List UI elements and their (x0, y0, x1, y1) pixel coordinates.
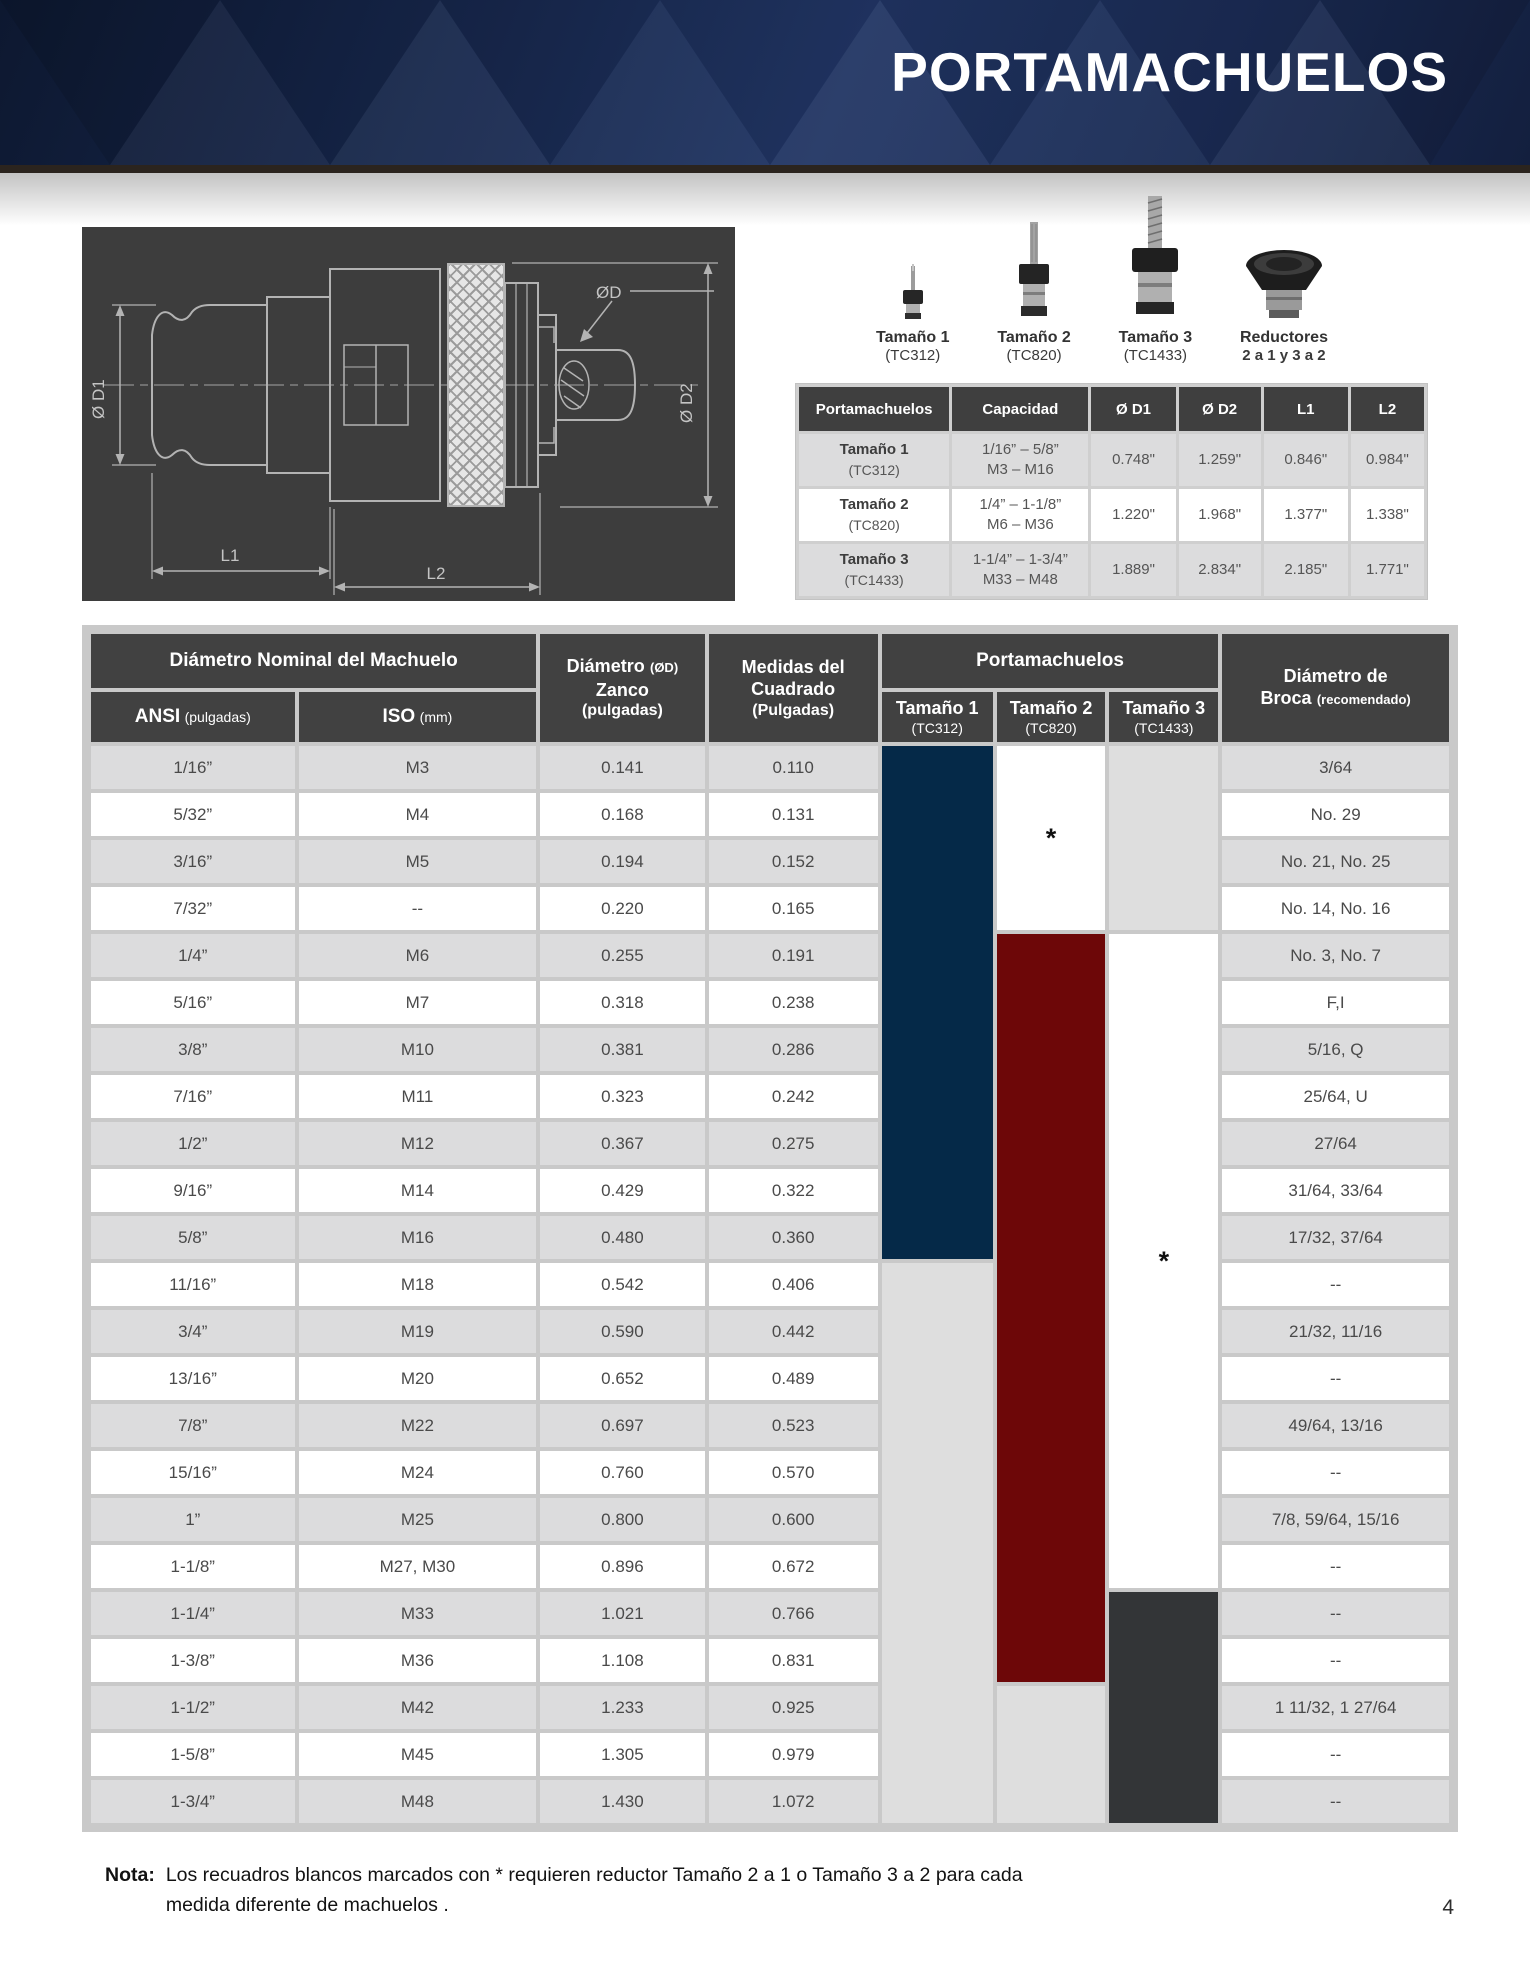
table-row (91, 1639, 1449, 1682)
table-row (91, 746, 1449, 789)
cell-zanco: 0.800 (540, 1498, 704, 1541)
cell-iso: M3 (299, 746, 537, 789)
cell-broca: 1 11/32, 1 27/64 (1222, 1686, 1449, 1729)
cell-iso: M11 (299, 1075, 537, 1118)
bar-tamano3-range (1109, 1592, 1218, 1823)
dim-label-l2: L2 (426, 564, 446, 583)
cell-ansi: 11/16” (91, 1263, 295, 1306)
spec-row-tamano1 (799, 434, 1424, 486)
cell-cuadrado: 0.925 (709, 1686, 878, 1729)
header-cuadrado: Medidas del Cuadrado (Pulgadas) (709, 634, 878, 742)
cell-zanco: 1.305 (540, 1733, 704, 1776)
cell-broca: -- (1222, 1451, 1449, 1494)
knurl-section (447, 263, 505, 507)
table-row (91, 1686, 1449, 1729)
tap-holder-drawing (82, 227, 735, 601)
cell-broca: -- (1222, 1263, 1449, 1306)
spec-cell-l2: 1.771" (1351, 544, 1424, 596)
cell-zanco: 0.141 (540, 746, 704, 789)
cell-iso: M6 (299, 934, 537, 977)
cell-iso: M12 (299, 1122, 537, 1165)
cell-iso: M42 (299, 1686, 537, 1729)
product-tamano2 (997, 222, 1071, 364)
bar-tamano2-range (997, 934, 1106, 1682)
spec-cell-name: Tamaño 3 (TC1433) (799, 544, 949, 596)
cell-iso: M33 (299, 1592, 537, 1635)
cell-broca: 3/64 (1222, 746, 1449, 789)
cell-cuadrado: 0.238 (709, 981, 878, 1024)
table-row (91, 1498, 1449, 1541)
table-row (91, 887, 1449, 930)
spec-cell-d2: 1.259" (1179, 434, 1261, 486)
cell-iso: M16 (299, 1216, 537, 1259)
cell-zanco: 0.168 (540, 793, 704, 836)
table-row (91, 1545, 1449, 1588)
spec-cell-capacidad: 1/4” – 1-1/8” M6 – M36 (952, 489, 1088, 541)
tap-holder-size2-photo (1010, 222, 1058, 322)
footnote (105, 1860, 1023, 1920)
cell-broca: 7/8, 59/64, 15/16 (1222, 1498, 1449, 1541)
cell-cuadrado: 0.406 (709, 1263, 878, 1306)
cell-cuadrado: 0.672 (709, 1545, 878, 1588)
cell-broca: No. 29 (1222, 793, 1449, 836)
cell-broca: 21/32, 11/16 (1222, 1310, 1449, 1353)
block-tamano3-na-top (1109, 746, 1218, 930)
cell-broca: -- (1222, 1733, 1449, 1776)
table-row (91, 1122, 1449, 1165)
header-zanco: Diámetro (ØD) Zanco (pulgadas) (540, 634, 704, 742)
cell-zanco: 0.429 (540, 1169, 704, 1212)
spec-cell-l1: 0.846" (1264, 434, 1348, 486)
cell-zanco: 0.896 (540, 1545, 704, 1588)
table-row (91, 1592, 1449, 1635)
spec-header-d2: Ø D2 (1179, 387, 1261, 431)
cell-ansi: 5/32” (91, 793, 295, 836)
cell-ansi: 7/32” (91, 887, 295, 930)
cell-iso: M25 (299, 1498, 537, 1541)
block-tamano1-na-bottom (882, 1263, 993, 1823)
cell-iso: M27, M30 (299, 1545, 537, 1588)
header-broca: Diámetro de Broca (recomendado) (1222, 634, 1449, 742)
cell-zanco: 0.255 (540, 934, 704, 977)
cell-iso: M4 (299, 793, 537, 836)
spec-cell-d1: 1.220" (1091, 489, 1175, 541)
cell-zanco: 1.021 (540, 1592, 704, 1635)
reducer-photo (1242, 244, 1326, 322)
spec-table-section (795, 383, 1428, 600)
cell-zanco: 0.697 (540, 1404, 704, 1447)
cell-broca: -- (1222, 1545, 1449, 1588)
cell-cuadrado: 0.489 (709, 1357, 878, 1400)
cell-cuadrado: 0.570 (709, 1451, 878, 1494)
product-name: Tamaño 3 (1118, 329, 1193, 346)
dim-label-d1: Ø D1 (89, 379, 108, 419)
table-row (91, 1216, 1449, 1259)
spec-header-d1: Ø D1 (1091, 387, 1175, 431)
cell-iso: M48 (299, 1780, 537, 1823)
cell-ansi: 1/4” (91, 934, 295, 977)
cell-ansi: 3/8” (91, 1028, 295, 1071)
cell-broca: 17/32, 37/64 (1222, 1216, 1449, 1259)
spec-row-tamano3 (799, 544, 1424, 596)
cell-ansi: 5/8” (91, 1216, 295, 1259)
cell-broca: No. 14, No. 16 (1222, 887, 1449, 930)
header-ansi: ANSI (pulgadas) (91, 692, 295, 742)
cell-zanco: 0.590 (540, 1310, 704, 1353)
table-row (91, 1075, 1449, 1118)
table-row (91, 934, 1449, 977)
cell-cuadrado: 0.286 (709, 1028, 878, 1071)
spec-header-portamachuelos: Portamachuelos (799, 387, 949, 431)
technical-diagram (82, 227, 735, 601)
spec-row-tamano2 (799, 489, 1424, 541)
cell-broca: F,I (1222, 981, 1449, 1024)
cell-broca: 49/64, 13/16 (1222, 1404, 1449, 1447)
cell-ansi: 3/16” (91, 840, 295, 883)
cell-iso: M7 (299, 981, 537, 1024)
cell-zanco: 0.480 (540, 1216, 704, 1259)
cell-ansi: 13/16” (91, 1357, 295, 1400)
product-code: (TC1433) (1123, 347, 1188, 364)
cell-broca: -- (1222, 1639, 1449, 1682)
cell-broca: 5/16, Q (1222, 1028, 1449, 1071)
spec-cell-d1: 0.748" (1091, 434, 1175, 486)
header-tamano1: Tamaño 1 (TC312) (882, 692, 993, 742)
header-tamano2: Tamaño 2 (TC820) (997, 692, 1106, 742)
cell-broca: -- (1222, 1780, 1449, 1823)
cell-tamano3-asterisk: * (1109, 934, 1218, 1588)
table-row (91, 1780, 1449, 1823)
cell-broca: -- (1222, 1592, 1449, 1635)
cell-iso: M10 (299, 1028, 537, 1071)
cell-zanco: 0.194 (540, 840, 704, 883)
cell-cuadrado: 0.600 (709, 1498, 878, 1541)
cell-zanco: 1.108 (540, 1639, 704, 1682)
header-iso: ISO (mm) (299, 692, 537, 742)
product-code: (TC820) (1006, 347, 1062, 364)
product-reductores (1240, 244, 1328, 364)
cell-cuadrado: 0.110 (709, 746, 878, 789)
cell-iso: M5 (299, 840, 537, 883)
cell-cuadrado: 0.322 (709, 1169, 878, 1212)
spec-cell-name: Tamaño 1 (TC312) (799, 434, 949, 486)
cell-broca: 27/64 (1222, 1122, 1449, 1165)
cell-ansi: 9/16” (91, 1169, 295, 1212)
cell-cuadrado: 0.766 (709, 1592, 878, 1635)
cell-cuadrado: 0.242 (709, 1075, 878, 1118)
bar-tamano1-range (882, 746, 993, 1259)
cell-ansi: 5/16” (91, 981, 295, 1024)
spec-cell-capacidad: 1/16” – 5/8” M3 – M16 (952, 434, 1088, 486)
spec-header-l1: L1 (1264, 387, 1348, 431)
cell-iso: M19 (299, 1310, 537, 1353)
header-tamano3: Tamaño 3 (TC1433) (1109, 692, 1218, 742)
table-row (91, 1263, 1449, 1306)
spec-table (795, 383, 1428, 600)
spec-cell-capacidad: 1-1/4” – 1-3/4” M33 – M48 (952, 544, 1088, 596)
cell-zanco: 0.318 (540, 981, 704, 1024)
cell-ansi: 1” (91, 1498, 295, 1541)
table-row (91, 1310, 1449, 1353)
spec-cell-d1: 1.889" (1091, 544, 1175, 596)
dim-label-d: ØD (596, 283, 622, 302)
page-number: 4 (1442, 1896, 1454, 1919)
table-row (91, 981, 1449, 1024)
cell-ansi: 1-1/8” (91, 1545, 295, 1588)
main-table-section (82, 625, 1458, 1832)
main-table (82, 625, 1458, 1832)
cell-cuadrado: 0.152 (709, 840, 878, 883)
cell-cuadrado: 0.979 (709, 1733, 878, 1776)
dim-label-d2: Ø D2 (677, 383, 696, 423)
cell-ansi: 1/16” (91, 746, 295, 789)
cell-tamano2-asterisk: * (997, 746, 1106, 930)
product-code: (TC312) (885, 347, 941, 364)
footnote-text: Los recuadros blancos marcados con * requieren reductor Tamaño 2 a 1 o Tamaño 3 a 2 para cada medida diferente de machuelos . (165, 1864, 1023, 1917)
product-name: Reductores (1239, 329, 1328, 346)
cell-iso: M14 (299, 1169, 537, 1212)
tap-holder-size3-photo (1124, 196, 1186, 322)
cell-cuadrado: 0.831 (709, 1639, 878, 1682)
cell-zanco: 0.220 (540, 887, 704, 930)
table-row (91, 1733, 1449, 1776)
cell-cuadrado: 0.442 (709, 1310, 878, 1353)
cell-zanco: 0.542 (540, 1263, 704, 1306)
cell-zanco: 0.760 (540, 1451, 704, 1494)
product-tamano1 (876, 264, 950, 364)
spec-cell-l2: 1.338" (1351, 489, 1424, 541)
cell-zanco: 0.381 (540, 1028, 704, 1071)
cell-broca: -- (1222, 1357, 1449, 1400)
cell-cuadrado: 0.131 (709, 793, 878, 836)
cell-cuadrado: 0.275 (709, 1122, 878, 1165)
spec-cell-d2: 1.968" (1179, 489, 1261, 541)
cell-iso: M36 (299, 1639, 537, 1682)
cell-zanco: 1.233 (540, 1686, 704, 1729)
product-code: 2 a 1 y 3 a 2 (1242, 347, 1326, 364)
spec-cell-l2: 0.984" (1351, 434, 1424, 486)
header-divider (0, 165, 1530, 173)
table-row (91, 840, 1449, 883)
cell-cuadrado: 0.360 (709, 1216, 878, 1259)
cell-broca: 31/64, 33/64 (1222, 1169, 1449, 1212)
header-portamachuelos-group: Portamachuelos (882, 634, 1218, 688)
cell-zanco: 1.430 (540, 1780, 704, 1823)
cell-ansi: 7/16” (91, 1075, 295, 1118)
cell-ansi: 1-1/4” (91, 1592, 295, 1635)
cell-cuadrado: 1.072 (709, 1780, 878, 1823)
spec-cell-d2: 2.834" (1179, 544, 1261, 596)
cell-zanco: 0.367 (540, 1122, 704, 1165)
table-row (91, 1169, 1449, 1212)
product-name: Tamaño 1 (876, 329, 950, 346)
table-row (91, 1404, 1449, 1447)
page-title: PORTAMACHUELOS (891, 41, 1448, 103)
cell-broca: No. 21, No. 25 (1222, 840, 1449, 883)
footnote-label: Nota: (105, 1864, 155, 1886)
cell-ansi: 1-1/2” (91, 1686, 295, 1729)
spec-cell-l1: 2.185" (1264, 544, 1348, 596)
cell-iso: M45 (299, 1733, 537, 1776)
cell-broca: No. 3, No. 7 (1222, 934, 1449, 977)
cell-ansi: 1-5/8” (91, 1733, 295, 1776)
block-tamano2-na-bottom (997, 1686, 1106, 1823)
cell-zanco: 0.323 (540, 1075, 704, 1118)
cell-cuadrado: 0.191 (709, 934, 878, 977)
table-row (91, 1451, 1449, 1494)
cell-cuadrado: 0.165 (709, 887, 878, 930)
spec-header-capacidad: Capacidad (952, 387, 1088, 431)
cell-iso: M24 (299, 1451, 537, 1494)
cell-ansi: 1-3/4” (91, 1780, 295, 1823)
cell-cuadrado: 0.523 (709, 1404, 878, 1447)
cell-iso: -- (299, 887, 537, 930)
table-row (91, 1028, 1449, 1071)
cell-ansi: 1/2” (91, 1122, 295, 1165)
cell-iso: M20 (299, 1357, 537, 1400)
dim-label-l1: L1 (220, 546, 240, 565)
product-tamano3 (1119, 196, 1193, 364)
cell-iso: M18 (299, 1263, 537, 1306)
cell-iso: M22 (299, 1404, 537, 1447)
cell-broca: 25/64, U (1222, 1075, 1449, 1118)
table-row (91, 1357, 1449, 1400)
product-thumbnails (876, 196, 1328, 364)
header-diametro-nominal: Diámetro Nominal del Machuelo (91, 634, 536, 688)
tap-holder-size1-photo (896, 264, 930, 322)
cell-ansi: 1-3/8” (91, 1639, 295, 1682)
cell-ansi: 7/8” (91, 1404, 295, 1447)
cell-ansi: 15/16” (91, 1451, 295, 1494)
page-header (0, 0, 1530, 165)
product-name: Tamaño 2 (997, 329, 1071, 346)
table-row (91, 793, 1449, 836)
cell-zanco: 0.652 (540, 1357, 704, 1400)
spec-header-l2: L2 (1351, 387, 1424, 431)
spec-cell-l1: 1.377" (1264, 489, 1348, 541)
cell-ansi: 3/4” (91, 1310, 295, 1353)
spec-cell-name: Tamaño 2 (TC820) (799, 489, 949, 541)
